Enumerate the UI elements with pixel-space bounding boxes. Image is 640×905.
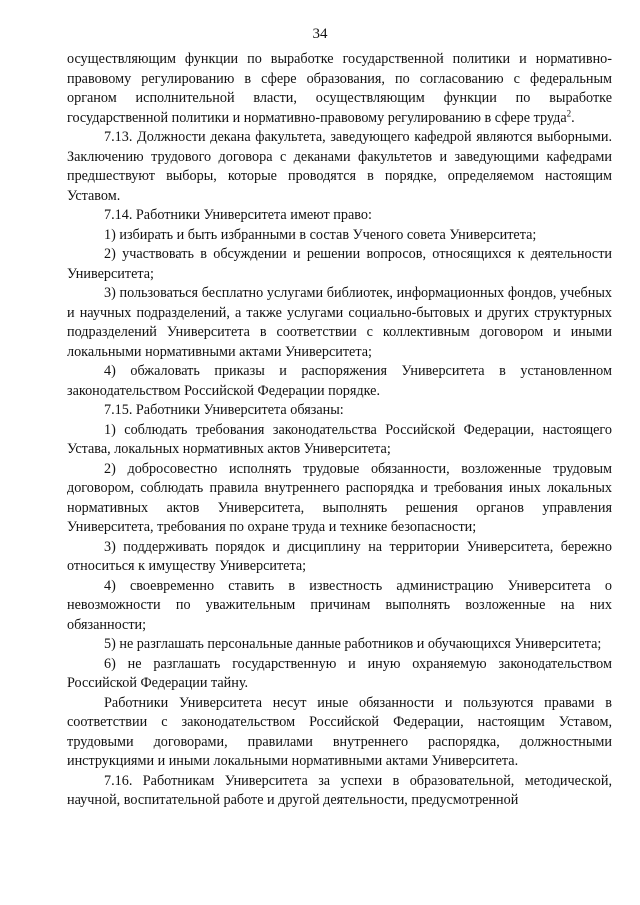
paragraph: 7.16. Работникам Университета за успехи в образовательной, методической, научной, воспитательной работе и другой деятельности, предусмотренной	[67, 772, 612, 808]
paragraph: 7.14. Работники Университета имеют право:	[104, 207, 372, 223]
document-body	[67, 50, 612, 811]
paragraph: осуществляющим функции по выработке государственной политики и нормативно-правовому регулированию в сфере образования, по согласованию с федеральным органом исполнительной власти, осуществляющим функции по выработке государственной политики и нормативно-правовому регулированию в сфере труда$^2$.	[67, 51, 612, 126]
list-item: 5) не разглашать персональные данные работников и обучающихся Университета;	[104, 636, 602, 652]
list-item: 2) участвовать в обсуждении и решении вопросов, относящихся к деятельности Университета;	[67, 246, 612, 282]
paragraph: Работники Университета несут иные обязанности и пользуются правами в соответствии с законодательством Российской Федерации, настоящим Уставом, трудовыми договорами, правилами внутреннего распорядка, должностными инструкциями и иными локальными нормативными актами Университета.	[67, 694, 612, 769]
list-item: 3) пользоваться бесплатно услугами библиотек, информационных фондов, учебных и научных подразделений, а также услугами социально-бытовых и других структурных подразделений Университета в соответствии с коллективным договором и иными локальными нормативными актами Университета;	[67, 285, 612, 360]
list-item: 2) добросовестно исполнять трудовые обязанности, возложенные трудовым договором, соблюдать правила внутреннего распорядка и требования иных локальных нормативных актов Университета, выполнять решения органов управления Университета, требования по охране труда и технике безопасности;	[67, 460, 612, 535]
list-item: 4) обжаловать приказы и распоряжения Университета в установленном законодательством Российской Федерации порядке.	[67, 363, 612, 399]
list-item: 1) избирать и быть избранными в состав Ученого совета Университета;	[104, 226, 537, 243]
list-item: 3) поддерживать порядок и дисциплину на территории Университета, бережно относиться к имуществу Университета;	[67, 538, 612, 574]
list-item: 6) не разглашать государственную и иную охраняемую законодательством Российской Федерации тайну.	[67, 655, 612, 691]
paragraph: 7.13. Должности декана факультета, заведующего кафедрой являются выборными. Заключению трудового договора с деканами факультетов и заведующими кафедрами предшествуют выборы, которые проводятся в порядке, определяемом настоящим Уставом.	[67, 129, 612, 204]
paragraph: 7.15. Работники Университета обязаны:	[104, 402, 344, 418]
footnote-marker[interactable]: 2	[566, 107, 572, 118]
list-item: 4) своевременно ставить в известность администрацию Университета о невозможности по уважительным причинам выполнять возложенные на них обязанности;	[67, 577, 612, 633]
page-number: 34	[312, 26, 328, 42]
list-item: 1) соблюдать требования законодательства Российской Федерации, настоящего Устава, локальных нормативных актов Университета;	[67, 421, 612, 457]
